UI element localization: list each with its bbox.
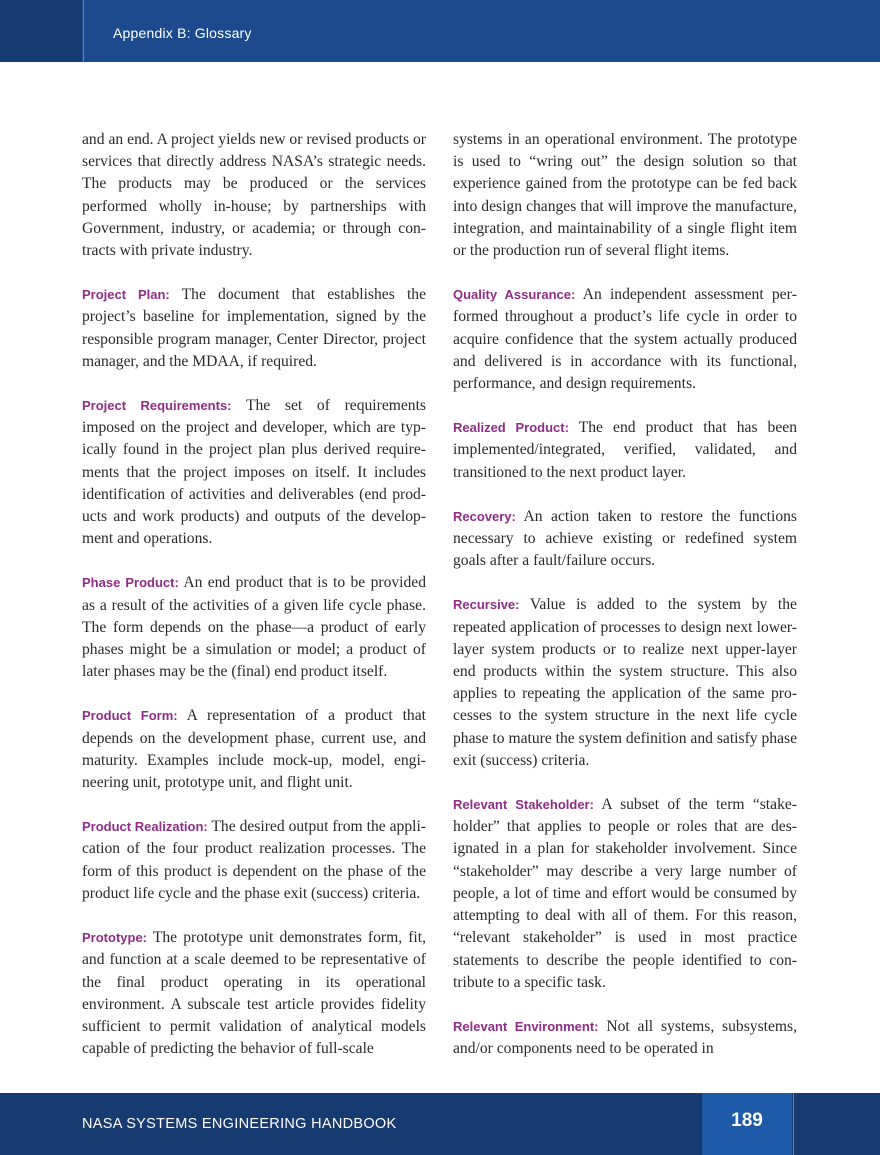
glossary-term: Product Realization: — [82, 819, 208, 835]
glossary-term: Relevant Stakeholder: — [453, 797, 594, 813]
glossary-entry — [82, 129, 426, 262]
footer-title: NASA SYSTEMS ENGINEERING HANDBOOK — [82, 1116, 397, 1132]
glossary-definition: An independent assessment performed throughout a product’s life cycle in order to acquire confidence that the system actually produced and delivered is in accordance with its functional, performance, and design requirements. — [453, 286, 797, 393]
glossary-definition: The end product that has been implemented/integrated, verified, validated, and transitioned to the next product layer. — [453, 419, 797, 481]
glossary-entry — [82, 816, 426, 905]
glossary-entry — [82, 284, 426, 373]
glossary-term: Prototype: — [82, 930, 147, 946]
glossary-entry — [82, 705, 426, 794]
glossary-entry — [82, 572, 426, 683]
glossary-term: Phase Product: — [82, 575, 179, 591]
glossary-definition: A representation of a product that depends on the development phase, current use, and maturity. Examples include mock-up, model, engineering unit, prototype unit, and flight unit. — [82, 707, 426, 792]
glossary-entry — [453, 506, 797, 573]
glossary-definition: systems in an operational environment. The prototype is used to “wring out” the design solution so that experience gained from the prototype can be fed back into design changes that will improve the manufacture, integration, and maintainability of a single flight item or the production run of several flight items. — [453, 131, 797, 260]
glossary-term: Product Form: — [82, 708, 178, 724]
glossary-entry — [453, 794, 797, 994]
left-column — [82, 129, 426, 1082]
glossary-entry — [453, 1016, 797, 1060]
page-number: 189 — [731, 1110, 763, 1131]
glossary-entry — [453, 417, 797, 484]
glossary-definition: The set of requirements imposed on the project and developer, which are typically found in the project plan plus derived requirements that the project imposes on itself. It includes identification of activities and deliverables (end products and work products) and outputs of the development and operations. — [82, 397, 427, 548]
page-header — [0, 0, 880, 62]
glossary-definition: A subset of the term “stakeholder” that applies to people or roles that are designated in a plan for stakeholder involvement. Since “stakeholder” may describe a very large number of people, a lot of time and effort would be consumed by attempting to deal with all of them. For this reason, “relevant stakeholder” is used in most practice statements to describe the people identified to contribute to a specific task. — [453, 796, 797, 991]
header-title: Appendix B: Glossary — [113, 25, 252, 41]
header-color-block — [0, 0, 82, 62]
glossary-entry — [82, 395, 426, 550]
header-divider — [83, 0, 84, 62]
glossary-term: Recursive: — [453, 597, 520, 613]
glossary-term: Recovery: — [453, 508, 516, 524]
glossary-term: Project Requirements: — [82, 398, 232, 414]
glossary-term: Quality Assurance: — [453, 287, 576, 303]
glossary-definition: The document that establishes the project’s baseline for implementation, signed by the responsible program manager, Center Director, project manager, and the MDAA, if required. — [82, 286, 426, 370]
glossary-term: Project Plan: — [82, 287, 170, 303]
page-number-box — [702, 1093, 792, 1155]
right-column — [453, 129, 797, 1082]
glossary-term: Relevant Environment: — [453, 1018, 599, 1034]
glossary-definition: An end product that is to be provided as a result of the activities of a given life cycle phase. The form depends on the phase—a product of early phases might be a simulation or model; a product of later phases may be the (final) end product itself. — [82, 574, 427, 681]
glossary-definition: Not all systems, subsystems, and/or components need to be operated in — [453, 1017, 798, 1058]
glossary-definition: and an end. A project yields new or revised products or services that directly address NASA’s strategic needs. The products may be produced or the services performed wholly in-house; by partnerships with Government, industry, or academia; or through contracts with private industry. — [82, 131, 426, 260]
glossary-term: Realized Product: — [453, 420, 569, 436]
glossary-entry — [453, 594, 797, 772]
glossary-definition: Value is added to the system by the repeated application of processes to design next lower-layer system products or to realize next upper-layer end products within the system structure. This also applies to repeating the application of the same processes to the system structure in the next life cycle phase to mature the system definition and satisfy phase exit (success) criteria. — [453, 596, 797, 769]
footer-divider — [793, 1093, 794, 1155]
glossary-definition: An action taken to restore the functions necessary to achieve existing or redefined system goals after a fault/failure occurs. — [453, 507, 797, 570]
page-footer — [0, 1093, 880, 1155]
glossary-definition: The prototype unit demonstrates form, fit, and function at a scale deemed to be representative of the final product operating in its operational environment. A subscale test article provides fidelity sufficient to permit validation of analytical models capable of predicting the behavior of full-scale — [82, 929, 426, 1058]
glossary-entry — [453, 129, 797, 262]
glossary-entry — [453, 284, 797, 395]
glossary-definition: The desired output from the application of the four product realization processes. The form of this product is dependent on the phase of the product life cycle and the phase exit (success) criteria. — [82, 818, 426, 902]
glossary-entry — [82, 927, 426, 1060]
